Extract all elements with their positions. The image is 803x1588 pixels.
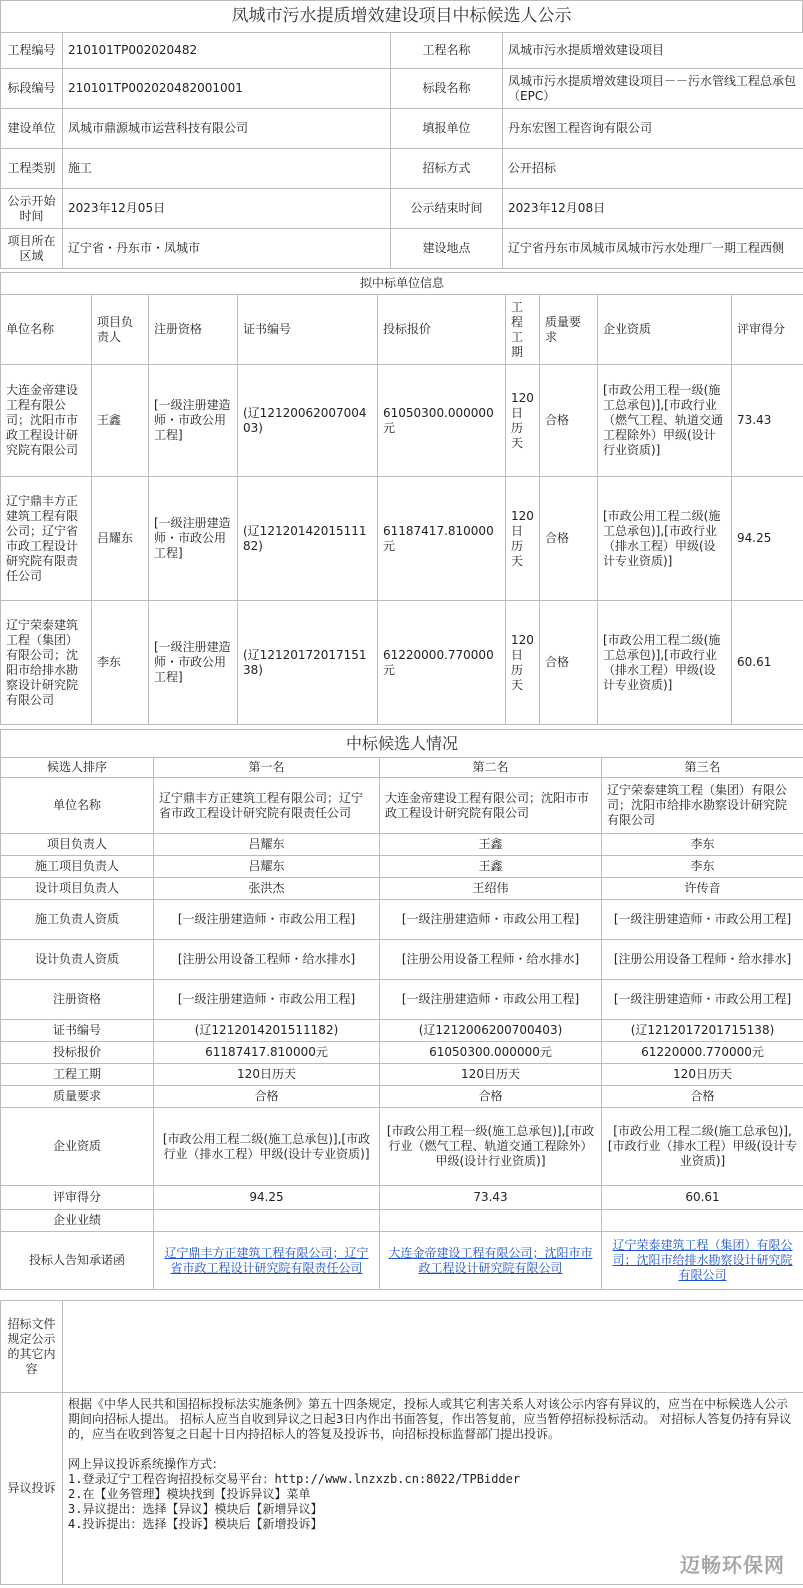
candidates-section-title: 中标候选人情况	[1, 730, 803, 758]
bidder-qual: [市政公用工程一级(施工总承包)],[市政行业（燃气工程、轨道交通工程除外）甲级(设计行业资质)]	[598, 365, 732, 477]
cand-cell: 73.43	[380, 1186, 602, 1210]
region: 辽宁省・丹东市・凤城市	[63, 229, 391, 269]
start-label: 公示开始时间	[1, 189, 63, 229]
ops-step-4: 4.投诉提出：选择【投诉】模块后【新增投诉】	[68, 1517, 323, 1531]
bidder-name: 辽宁荣泰建筑工程（集团）有限公司；沈阳市给排水勘察设计研究院有限公司	[1, 601, 92, 725]
rank-1: 第一名	[154, 758, 380, 778]
table-row	[1, 1064, 803, 1086]
end-date: 2023年12月08日	[503, 189, 803, 229]
row-label: 证书编号	[1, 1020, 154, 1042]
bidder-reg: [一级注册建造师・市政公用工程]	[149, 601, 238, 725]
project-no-label: 工程编号	[1, 33, 63, 69]
table-row	[1, 778, 803, 834]
section-no: 210101TP002020482001001	[63, 69, 391, 109]
rank-3: 第三名	[602, 758, 803, 778]
cand-cell: (辽1212017201715138)	[602, 1020, 803, 1042]
table-row	[1, 1086, 803, 1108]
cand-cell: 60.61	[602, 1186, 803, 1210]
row-label: 工程工期	[1, 1064, 154, 1086]
cand-cell	[380, 1210, 602, 1232]
bidder-quality: 合格	[540, 477, 598, 601]
method: 公开招标	[503, 149, 803, 189]
cand-cell: (辽1212014201511182)	[154, 1020, 380, 1042]
type-label: 工程类别	[1, 149, 63, 189]
bidder-quality: 合格	[540, 601, 598, 725]
cand-cell: [注册公用设备工程师・给水排水]	[380, 940, 602, 980]
table-row	[1, 1042, 803, 1064]
region-label: 项目所在区域	[1, 229, 63, 269]
col-header: 评审得分	[732, 295, 803, 365]
col-header: 证书编号	[238, 295, 378, 365]
rank-label: 候选人排序	[1, 758, 154, 778]
bidder-cert: (辽1212014201511182)	[238, 477, 378, 601]
cand-cell: [注册公用设备工程师・给水排水]	[602, 940, 803, 980]
method-label: 招标方式	[391, 149, 503, 189]
table-row	[1, 1186, 803, 1210]
project-info-table	[0, 32, 803, 269]
bidder-reg: [一级注册建造师・市政公用工程]	[149, 477, 238, 601]
bidder-price: 61187417.810000元	[378, 477, 506, 601]
cand-cell: 王绍伟	[380, 878, 602, 900]
col-header: 工程工期	[506, 295, 540, 365]
row-label: 企业业绩	[1, 1210, 154, 1232]
row-label: 投标报价	[1, 1042, 154, 1064]
table-row	[1, 1210, 803, 1232]
bidder-qual: [市政公用工程二级(施工总承包)],[市政行业（排水工程）甲级(设计专业资质)]	[598, 601, 732, 725]
project-no: 210101TP002020482	[63, 33, 391, 69]
cand-cell	[154, 1210, 380, 1232]
cand-cell: 吕耀东	[154, 856, 380, 878]
cand-cell: (辽1212006200700403)	[380, 1020, 602, 1042]
cand-cell: 王鑫	[380, 856, 602, 878]
end-label: 公示结束时间	[391, 189, 503, 229]
cand-cell: [市政公用工程一级(施工总承包)],[市政行业（燃气工程、轨道交通工程除外）甲级(设计行业资质)]	[380, 1108, 602, 1186]
col-header: 单位名称	[1, 295, 92, 365]
bidder-price: 61220000.770000元	[378, 601, 506, 725]
col-header: 质量要求	[540, 295, 598, 365]
promise-label: 投标人告知承诺函	[1, 1232, 154, 1290]
bidder-qual: [市政公用工程二级(施工总承包)],[市政行业（排水工程）甲级(设计专业资质)]	[598, 477, 732, 601]
cand-cell: 李东	[602, 834, 803, 856]
table-row	[1, 856, 803, 878]
builder-label: 建设单位	[1, 109, 63, 149]
filler-label: 填报单位	[391, 109, 503, 149]
bidder-score: 73.43	[732, 365, 803, 477]
bidder-name: 大连金帝建设工程有限公司；沈阳市市政工程设计研究院有限公司	[1, 365, 92, 477]
cand-cell: [一级注册建造师・市政公用工程]	[154, 900, 380, 940]
bidder-manager: 吕耀东	[92, 477, 149, 601]
other-content	[63, 1301, 803, 1393]
section-name-label: 标段名称	[391, 69, 503, 109]
objection-paragraph: 根据《中华人民共和国招标投标法实施条例》第五十四条规定，投标人或其它利害关系人对该公示内容有异议的，应当在中标候选人公示期间向招标人提出。 招标人应当自收到异议之日起3日内作出书面答复，作出答复前，应当暂停招标投标活动。 对招标人答复仍持有异议的，应当在收到答复之日起十日内持招标人的答复及投诉书，向招标投标监督部门提出投诉。	[68, 1397, 792, 1441]
row-label: 施工负责人资质	[1, 900, 154, 940]
cand-cell: 李东	[602, 856, 803, 878]
table-row	[1, 1232, 803, 1290]
cand-cell: 大连金帝建设工程有限公司；沈阳市市政工程设计研究院有限公司	[380, 778, 602, 834]
cand-cell: [一级注册建造师・市政公用工程]	[602, 980, 803, 1020]
row-label: 施工项目负责人	[1, 856, 154, 878]
bidder-quality: 合格	[540, 365, 598, 477]
row-label: 质量要求	[1, 1086, 154, 1108]
table-row	[1, 1108, 803, 1186]
table-row	[1, 900, 803, 940]
table-row	[1, 940, 803, 980]
row-label: 设计项目负责人	[1, 878, 154, 900]
project-name: 凤城市污水提质增效建设项目	[503, 33, 803, 69]
ops-step-3: 3.异议提出：选择【异议】模块后【新增异议】	[68, 1502, 323, 1516]
promise-link-2[interactable]: 大连金帝建设工程有限公司；沈阳市市政工程设计研究院有限公司	[388, 1245, 593, 1275]
builder: 凤城市鼎源城市运营科技有限公司	[63, 109, 391, 149]
bidder-period: 120日历天	[506, 365, 540, 477]
bidder-period: 120日历天	[506, 477, 540, 601]
col-header: 注册资格	[149, 295, 238, 365]
cand-cell: [市政公用工程二级(施工总承包)],[市政行业（排水工程）甲级(设计专业资质)]	[154, 1108, 380, 1186]
section-no-label: 标段编号	[1, 69, 63, 109]
project-name-label: 工程名称	[391, 33, 503, 69]
row-label: 企业资质	[1, 1108, 154, 1186]
row-label: 评审得分	[1, 1186, 154, 1210]
cand-cell: [市政公用工程二级(施工总承包)],[市政行业（排水工程）甲级(设计专业资质)]	[602, 1108, 803, 1186]
rank-2: 第二名	[380, 758, 602, 778]
table-row	[1, 601, 803, 725]
other-table	[0, 1300, 803, 1585]
col-header: 投标报价	[378, 295, 506, 365]
cand-cell: 合格	[380, 1086, 602, 1108]
ops-title: 网上异议投诉系统操作方式：	[68, 1457, 225, 1471]
cand-cell: 61220000.770000元	[602, 1042, 803, 1064]
bidder-manager: 李东	[92, 601, 149, 725]
table-row	[1, 365, 803, 477]
bidder-manager: 王鑫	[92, 365, 149, 477]
objection-label: 异议投诉	[1, 1393, 63, 1585]
start-date: 2023年12月05日	[63, 189, 391, 229]
page-title: 凤城市污水提质增效建设项目中标候选人公示	[0, 0, 803, 33]
row-label: 单位名称	[1, 778, 154, 834]
cand-cell: 94.25	[154, 1186, 380, 1210]
bidders-table	[0, 272, 803, 725]
bidder-cert: (辽1212006200700403)	[238, 365, 378, 477]
promise-link-3[interactable]: 辽宁荣泰建筑工程（集团）有限公司；沈阳市给排水勘察设计研究院有限公司	[612, 1238, 793, 1282]
ops-step-2: 2.在【业务管理】模块找到【投诉异议】菜单	[68, 1487, 311, 1501]
cand-cell: 辽宁荣泰建筑工程（集团）有限公司；沈阳市给排水勘察设计研究院有限公司	[602, 778, 803, 834]
cand-cell: 合格	[602, 1086, 803, 1108]
bidders-section-title: 拟中标单位信息	[1, 273, 803, 295]
other-label: 招标文件规定公示的其它内容	[1, 1301, 63, 1393]
cand-cell	[602, 1210, 803, 1232]
cand-cell: 61050300.000000元	[380, 1042, 602, 1064]
candidates-table	[0, 729, 803, 1290]
table-row	[1, 1020, 803, 1042]
bidder-score: 94.25	[732, 477, 803, 601]
table-row	[1, 834, 803, 856]
type: 施工	[63, 149, 391, 189]
cand-cell: 辽宁鼎丰方正建筑工程有限公司；辽宁省市政工程设计研究院有限责任公司	[154, 778, 380, 834]
cand-cell: 61187417.810000元	[154, 1042, 380, 1064]
table-row	[1, 878, 803, 900]
cand-cell: [一级注册建造师・市政公用工程]	[602, 900, 803, 940]
col-header: 项目负责人	[92, 295, 149, 365]
cand-cell: 张洪杰	[154, 878, 380, 900]
cand-cell: [一级注册建造师・市政公用工程]	[154, 980, 380, 1020]
promise-link-1[interactable]: 辽宁鼎丰方正建筑工程有限公司；辽宁省市政工程设计研究院有限责任公司	[164, 1245, 369, 1275]
watermark-logo: 迈畅环保网	[680, 1553, 785, 1577]
cand-cell: 吕耀东	[154, 834, 380, 856]
row-label: 设计负责人资质	[1, 940, 154, 980]
bidder-period: 120日历天	[506, 601, 540, 725]
cand-cell: [一级注册建造师・市政公用工程]	[380, 980, 602, 1020]
cand-cell: 合格	[154, 1086, 380, 1108]
cand-cell: [一级注册建造师・市政公用工程]	[380, 900, 602, 940]
cand-cell: 120日历天	[602, 1064, 803, 1086]
row-label: 项目负责人	[1, 834, 154, 856]
table-row	[1, 477, 803, 601]
row-label: 注册资格	[1, 980, 154, 1020]
bidder-score: 60.61	[732, 601, 803, 725]
site: 辽宁省丹东市凤城市凤城市污水处理厂一期工程西侧	[503, 229, 803, 269]
filler: 丹东宏图工程咨询有限公司	[503, 109, 803, 149]
bidder-price: 61050300.000000元	[378, 365, 506, 477]
bidder-reg: [一级注册建造师・市政公用工程]	[149, 365, 238, 477]
site-label: 建设地点	[391, 229, 503, 269]
cand-cell: 120日历天	[154, 1064, 380, 1086]
section-name: 凤城市污水提质增效建设项目－－污水管线工程总承包（EPC）	[503, 69, 803, 109]
cand-cell: 120日历天	[380, 1064, 602, 1086]
col-header: 企业资质	[598, 295, 732, 365]
table-row	[1, 980, 803, 1020]
bidder-cert: (辽1212017201715138)	[238, 601, 378, 725]
ops-step-1[interactable]: 1.登录辽宁工程咨询招投标交易平台：http://www.lnzxzb.cn:8022/TPBidder	[68, 1472, 521, 1486]
cand-cell: [注册公用设备工程师・给水排水]	[154, 940, 380, 980]
bidder-name: 辽宁鼎丰方正建筑工程有限公司；辽宁省市政工程设计研究院有限责任公司	[1, 477, 92, 601]
cand-cell: 许传音	[602, 878, 803, 900]
cand-cell: 王鑫	[380, 834, 602, 856]
